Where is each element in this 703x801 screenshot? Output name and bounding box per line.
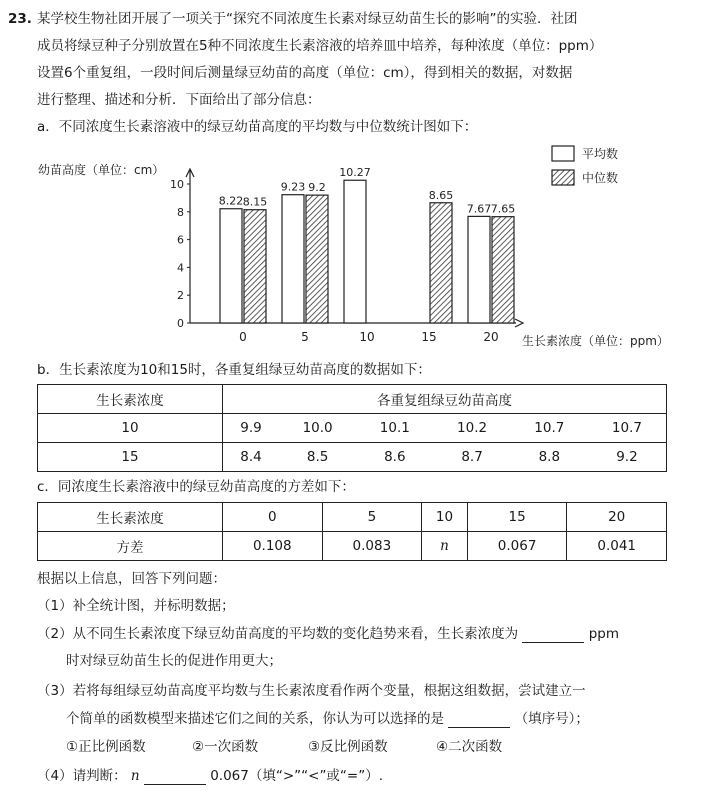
y-axis-label: 幼苗高度（单位：cm） (38, 163, 165, 177)
cell: 10.1 (356, 414, 433, 443)
conc-cell: 20 (567, 503, 667, 532)
bar-chart (0, 140, 703, 360)
mean-bar (220, 209, 242, 323)
mean-bar (344, 180, 366, 323)
data-label: 7.67 (466, 202, 492, 216)
intro-line-2: 成员将绿豆种子分别放置在5种不同浓度生长素溶液的培养皿中培养，每种浓度（单位：ppm） (37, 38, 603, 54)
question-4-text: （4）请判断： (37, 768, 127, 784)
median-bar (430, 203, 452, 323)
variance-table (37, 502, 667, 561)
data-label: 8.15 (242, 195, 268, 209)
intro-line-1: 某学校生物社团开展了一项关于“探究不同浓度生长素对绿豆幼苗生长的影响”的实验．社团 (37, 11, 578, 27)
section-b-label: b．生长素浓度为10和15时，各重复组绿豆幼苗高度的数据如下： (37, 362, 431, 378)
conc-cell: 10 (422, 503, 468, 532)
conc-cell: 5 (322, 503, 422, 532)
question-4-variable: n (130, 768, 140, 784)
answer-blank-q2[interactable] (522, 642, 584, 643)
questions-intro: 根据以上信息，回答下列问题： (37, 571, 226, 587)
data-label: 8.65 (428, 188, 454, 202)
row-label: 方差 (38, 532, 223, 561)
intro-line-4: 进行整理、描述和分析．下面给出了部分信息： (37, 92, 321, 108)
row-conc: 15 (38, 443, 223, 472)
table-row (38, 443, 667, 472)
mean-bar (468, 216, 490, 323)
median-bar (492, 217, 514, 323)
legend-label: 平均数 (582, 147, 619, 161)
q2-unit: ppm (588, 626, 619, 642)
cell: 10.7 (511, 414, 588, 443)
row-conc: 10 (38, 414, 223, 443)
table-row (38, 532, 667, 561)
intro-line-3: 设置6个重复组，一段时间后测量绿豆幼苗的高度（单位：cm），得到相关的数据，对数据 (37, 65, 573, 81)
variance-cell: 0.067 (467, 532, 567, 561)
y-tick-label: 6 (177, 233, 184, 247)
bars-group (219, 166, 516, 323)
cell: 8.7 (433, 443, 510, 472)
question-2-text: （2）从不同生长素浓度下绿豆幼苗高度的平均数的变化趋势来看，生长素浓度为 (37, 626, 519, 642)
conc-cell: 0 (223, 503, 323, 532)
question-4 (37, 767, 383, 785)
variance-cell: 0.041 (567, 532, 667, 561)
legend-label: 中位数 (582, 171, 619, 185)
header-heights: 各重复组绿豆幼苗高度 (223, 385, 667, 414)
cell: 10.2 (433, 414, 510, 443)
x-tick-label: 15 (421, 330, 437, 344)
option-4: ④二次函数 (436, 739, 503, 755)
table-row (38, 414, 667, 443)
x-tick-label: 5 (301, 330, 309, 344)
variance-cell: 0.108 (223, 532, 323, 561)
cell: 9.9 (223, 414, 279, 443)
x-axis-arrow-icon (515, 319, 523, 327)
cell: 8.6 (356, 443, 433, 472)
x-tick-label: 10 (359, 330, 375, 344)
question-2-line-2: 时对绿豆幼苗生长的促进作用更大； (66, 653, 282, 669)
variance-cell: n (422, 532, 468, 561)
data-label: 8.22 (218, 194, 244, 208)
median-bar (306, 195, 328, 323)
answer-blank-q4[interactable] (144, 784, 206, 785)
x-tick-label: 20 (483, 330, 499, 344)
conc-cell: 15 (467, 503, 567, 532)
variance-cell: 0.083 (322, 532, 422, 561)
height-data-table (37, 384, 667, 472)
section-a-label: a．不同浓度生长素溶液中的绿豆幼苗高度的平均数与中位数统计图如下： (37, 119, 478, 135)
question-3-line-2 (66, 710, 589, 728)
x-tick-label: 0 (239, 330, 247, 344)
cell: 8.4 (223, 443, 279, 472)
data-label: 9.2 (308, 181, 326, 195)
data-label: 7.65 (490, 202, 516, 216)
legend-swatch-mean (552, 146, 574, 161)
cell: 10.7 (588, 414, 667, 443)
header-conc: 生长素浓度 (38, 503, 223, 532)
header-conc: 生长素浓度 (38, 385, 223, 414)
y-tick-label: 4 (177, 261, 184, 275)
question-2-line-1 (37, 625, 619, 643)
legend (552, 146, 618, 185)
y-tick-label: 0 (177, 317, 184, 330)
median-bar (244, 210, 266, 323)
question-4-hint: 0.067（填“>”“<”或“=”）. (210, 768, 384, 784)
y-tick-label: 10 (170, 178, 184, 191)
data-label: 9.23 (280, 180, 306, 194)
legend-swatch-median (552, 170, 574, 185)
option-2: ②一次函数 (192, 739, 259, 755)
y-tick-label: 8 (177, 205, 184, 219)
cell: 10.0 (279, 414, 356, 443)
x-axis-label: 生长素浓度（单位：ppm） (522, 334, 669, 348)
cell: 9.2 (588, 443, 667, 472)
section-c-label: c．同浓度生长素溶液中的绿豆幼苗高度的方差如下： (37, 479, 355, 495)
cell: 8.5 (279, 443, 356, 472)
problem-number: 23. (8, 11, 32, 27)
mean-bar (282, 195, 304, 323)
answer-blank-q3[interactable] (448, 727, 510, 728)
option-1: ①正比例函数 (66, 739, 146, 755)
question-1: （1）补全统计图，并标明数据； (37, 598, 235, 614)
x-ticks (239, 330, 498, 344)
question-3-line-1: （3）若将每组绿豆幼苗高度平均数与生长素浓度看作两个变量，根据这组数据，尝试建立一 (37, 683, 586, 699)
option-3: ③反比例函数 (308, 739, 388, 755)
data-label: 10.27 (339, 166, 371, 180)
question-3-hint: （填序号）； (514, 711, 589, 727)
y-tick-label: 2 (177, 289, 184, 303)
question-3-text: 个简单的函数模型来描述它们之间的关系，你认为可以选择的是 (66, 711, 444, 727)
cell: 8.8 (511, 443, 588, 472)
